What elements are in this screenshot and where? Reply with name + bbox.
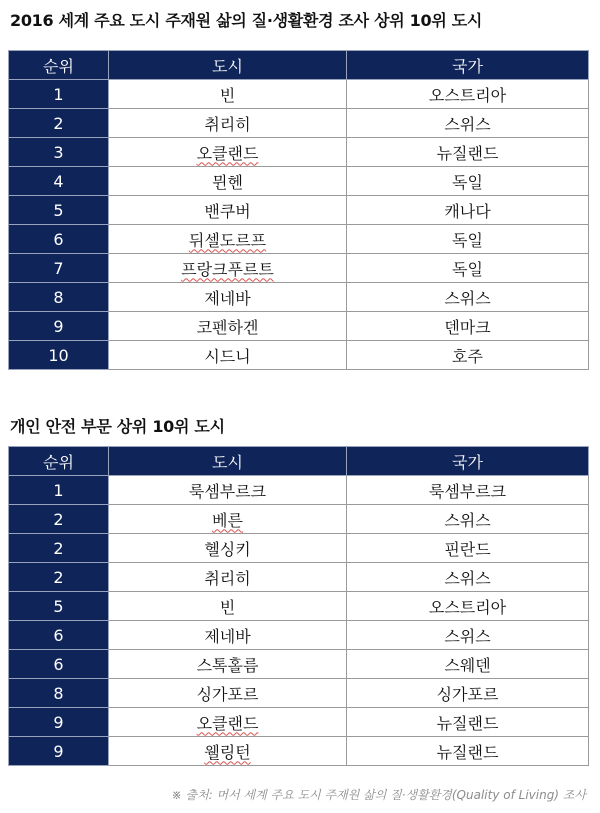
table-row	[9, 312, 589, 341]
city-cell	[109, 138, 347, 167]
city-name: 오클랜드	[196, 713, 259, 733]
table-row	[9, 737, 589, 766]
country-cell: 뉴질랜드	[347, 737, 589, 766]
rank-cell: 9	[9, 312, 109, 341]
table-row	[9, 283, 589, 312]
rank-cell: 5	[9, 592, 109, 621]
country-cell: 독일	[347, 225, 589, 254]
city-cell	[109, 312, 347, 341]
header-country: 국가	[347, 51, 589, 80]
country-cell: 캐나다	[347, 196, 589, 225]
table-row	[9, 621, 589, 650]
header-city: 도시	[109, 51, 347, 80]
city-name: 스톡홀름	[196, 655, 259, 675]
city-name: 빈	[219, 597, 236, 617]
table-row	[9, 254, 589, 283]
rank-cell: 8	[9, 283, 109, 312]
city-cell	[109, 283, 347, 312]
table-row	[9, 138, 589, 167]
city-cell	[109, 225, 347, 254]
rank-cell: 2	[9, 109, 109, 138]
country-cell: 스웨덴	[347, 650, 589, 679]
city-cell	[109, 621, 347, 650]
rank-cell: 2	[9, 534, 109, 563]
country-cell: 스위스	[347, 563, 589, 592]
city-cell	[109, 196, 347, 225]
city-cell	[109, 254, 347, 283]
city-cell	[109, 80, 347, 109]
table-header-row	[9, 51, 589, 80]
country-cell: 싱가포르	[347, 679, 589, 708]
city-name: 취리히	[204, 114, 251, 134]
country-cell: 독일	[347, 167, 589, 196]
city-name: 오클랜드	[196, 143, 259, 163]
table-row	[9, 196, 589, 225]
rank-cell: 5	[9, 196, 109, 225]
country-cell: 스위스	[347, 109, 589, 138]
rank-cell: 6	[9, 621, 109, 650]
city-name: 빈	[219, 85, 236, 105]
rank-cell: 7	[9, 254, 109, 283]
country-cell: 스위스	[347, 505, 589, 534]
table-row	[9, 167, 589, 196]
city-name: 뮌헨	[212, 172, 243, 192]
header-city: 도시	[109, 447, 347, 476]
rank-cell: 2	[9, 563, 109, 592]
country-cell: 오스트리아	[347, 80, 589, 109]
rank-cell: 2	[9, 505, 109, 534]
city-cell	[109, 679, 347, 708]
country-cell: 스위스	[347, 283, 589, 312]
rank-cell: 9	[9, 708, 109, 737]
rank-cell: 3	[9, 138, 109, 167]
country-cell: 호주	[347, 341, 589, 370]
city-cell	[109, 650, 347, 679]
country-cell: 스위스	[347, 621, 589, 650]
city-cell	[109, 737, 347, 766]
city-cell	[109, 534, 347, 563]
city-name: 웰링턴	[204, 742, 251, 762]
rank-cell: 1	[9, 80, 109, 109]
city-cell	[109, 341, 347, 370]
city-name: 코펜하겐	[196, 317, 259, 337]
table-header-row	[9, 447, 589, 476]
country-cell: 오스트리아	[347, 592, 589, 621]
table-row	[9, 650, 589, 679]
header-rank: 순위	[9, 51, 109, 80]
table-row	[9, 708, 589, 737]
quality-of-living-table	[8, 50, 589, 370]
table-row	[9, 679, 589, 708]
city-cell	[109, 505, 347, 534]
city-cell	[109, 592, 347, 621]
table-row	[9, 505, 589, 534]
table-row	[9, 476, 589, 505]
rank-cell: 6	[9, 225, 109, 254]
header-country: 국가	[347, 447, 589, 476]
table-row	[9, 109, 589, 138]
city-cell	[109, 476, 347, 505]
rank-cell: 10	[9, 341, 109, 370]
table-row	[9, 592, 589, 621]
header-rank: 순위	[9, 447, 109, 476]
city-name: 싱가포르	[196, 684, 259, 704]
table-row	[9, 341, 589, 370]
country-cell: 핀란드	[347, 534, 589, 563]
personal-safety-table	[8, 446, 589, 766]
country-cell: 덴마크	[347, 312, 589, 341]
city-name: 취리히	[204, 568, 251, 588]
source-note: ※ 출처: 머서 세계 주요 도시 주재원 삶의 질·생활환경(Quality of Living) 조사	[171, 788, 586, 802]
city-name: 헬싱키	[204, 539, 251, 559]
city-cell	[109, 708, 347, 737]
country-cell: 뉴질랜드	[347, 708, 589, 737]
city-name: 베른	[212, 510, 243, 530]
personal-safety-title: 개인 안전 부문 상위 10위 도시	[10, 417, 225, 436]
city-name: 제네바	[204, 626, 251, 646]
city-name: 제네바	[204, 288, 251, 308]
table-row	[9, 563, 589, 592]
city-name: 룩셈부르크	[188, 481, 267, 501]
country-cell: 룩셈부르크	[347, 476, 589, 505]
table-row	[9, 80, 589, 109]
country-cell: 뉴질랜드	[347, 138, 589, 167]
city-cell	[109, 109, 347, 138]
city-cell	[109, 563, 347, 592]
city-name: 뒤셀도르프	[188, 230, 267, 250]
city-name: 프랑크푸르트	[181, 259, 274, 279]
city-name: 시드니	[204, 346, 251, 366]
rank-cell: 4	[9, 167, 109, 196]
rank-cell: 9	[9, 737, 109, 766]
city-name: 밴쿠버	[204, 201, 251, 221]
table-row	[9, 534, 589, 563]
city-cell	[109, 167, 347, 196]
country-cell: 독일	[347, 254, 589, 283]
rank-cell: 8	[9, 679, 109, 708]
table-row	[9, 225, 589, 254]
rank-cell: 1	[9, 476, 109, 505]
quality-of-living-title: 2016 세계 주요 도시 주재원 삶의 질·생활환경 조사 상위 10위 도시	[10, 11, 483, 30]
rank-cell: 6	[9, 650, 109, 679]
